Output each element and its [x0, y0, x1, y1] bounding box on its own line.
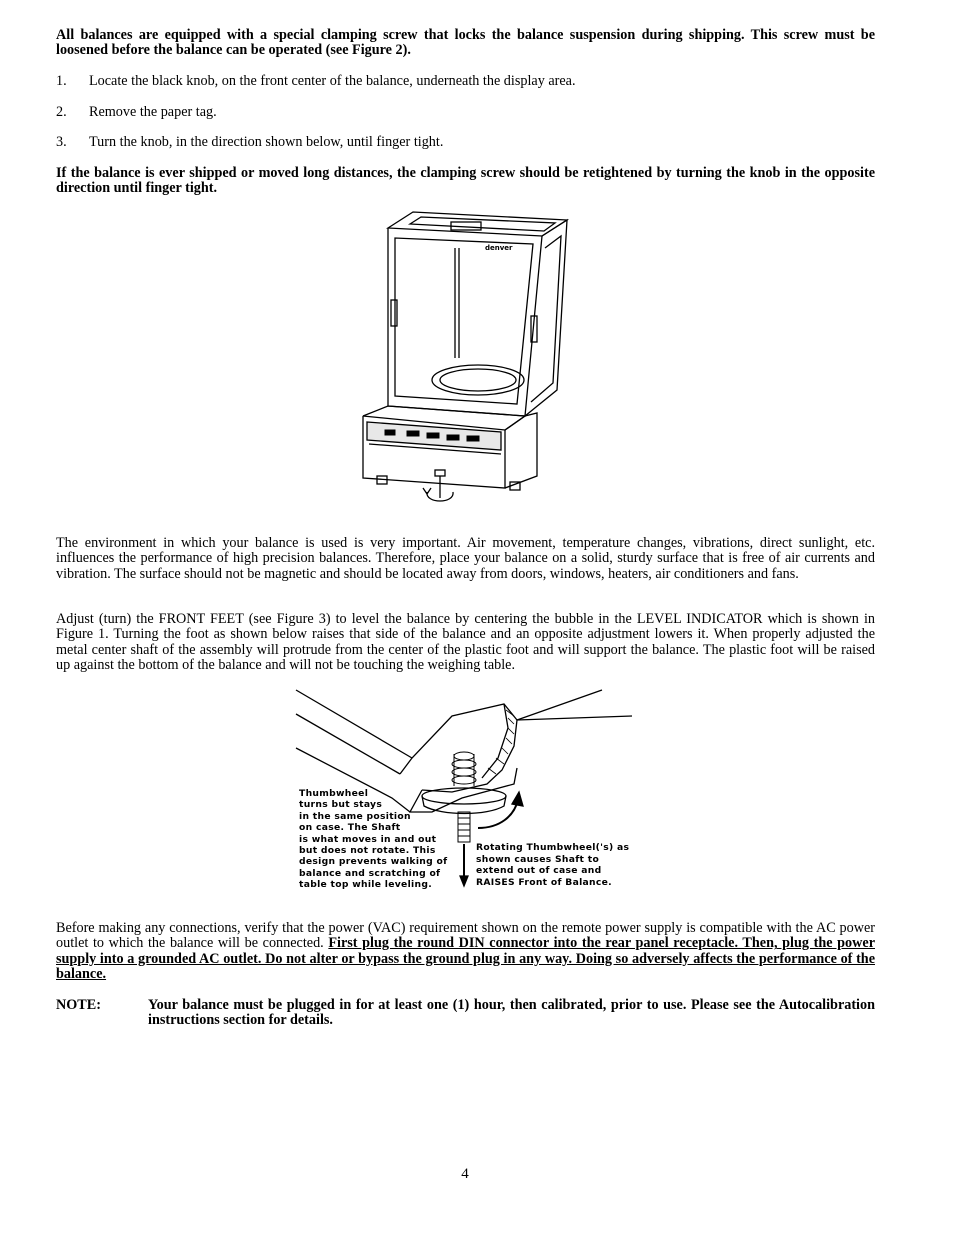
step-3-text: Turn the knob, in the direction shown below, until finger tight. — [89, 134, 444, 150]
note-label: NOTE: — [56, 997, 101, 1013]
note-text: Your balance must be plugged in for at least one (1) hour, then calibrated, prior to use. Please see the Autocalibration instructions section for details. — [148, 997, 875, 1029]
page-number: 4 — [461, 1166, 469, 1182]
left-caption-line: but does not rotate. This — [299, 845, 436, 857]
figure3-left-caption — [299, 788, 447, 891]
power-plain-text: Before making any connections, verify that the power (VAC) requirement shown on the remote power supply is compatible with the AC power outlet to which the balance will be connected. — [56, 920, 875, 952]
right-caption-line: Rotating Thumbwheel('s) as — [476, 842, 630, 853]
step-2-number: 2. — [56, 104, 67, 120]
left-caption-line: on case. The Shaft — [299, 822, 401, 834]
shipping-warning: If the balance is ever shipped or moved long distances, the clamping screw should be retightened by turning the knob in the opposite direction until finger tight. — [56, 165, 875, 197]
right-caption-line: RAISES Front of Balance. — [476, 876, 612, 888]
left-caption-line: is what moves in and out — [299, 833, 437, 845]
step-1-number: 1. — [56, 73, 67, 89]
environment-paragraph: The environment in which your balance is used is very important. Air movement, temperature changes, vibrations, direct sunlight, etc. influences the performance of high precision balances. Therefore, place your balance on a solid, sturdy surface that is free of air currents and vibration. The surface should not be magnetic and should be located away from doors, windows, heaters, air conditioners and fans. — [56, 535, 875, 582]
step-2-text: Remove the paper tag. — [89, 104, 217, 120]
balance-brand-label: denver — [485, 244, 513, 252]
left-caption-line: design prevents walking of — [299, 856, 448, 868]
left-caption-line: in the same position — [299, 810, 411, 822]
leveling-paragraph: Adjust (turn) the FRONT FEET (see Figure 3) to level the balance by centering the bubble in the LEVEL INDICATOR which is shown in Figure 1. Turning the foot as shown below raises that side of the balance and an opposite adjustment lowers it. When properly adjusted the metal center shaft of the assembly will protrude from the center of the plastic foot and will support the balance. The plastic foot will be raised up against the bottom of the balance and will not be touching the weighing table. — [56, 611, 875, 674]
left-caption-line: balance and scratching of — [299, 867, 441, 879]
shipping-intro: All balances are equipped with a special clamping screw that locks the balance suspension during shipping. This screw must be loosened before the balance can be operated (see Figure 2). — [56, 27, 875, 59]
step-1-text: Locate the black knob, on the front center of the balance, underneath the display area. — [89, 73, 576, 89]
step-3-number: 3. — [56, 134, 67, 150]
figure3-right-caption — [476, 842, 629, 888]
right-caption-line: shown causes Shaft to — [476, 853, 600, 865]
balance-illustration — [355, 208, 585, 506]
left-caption-line: table top while leveling. — [299, 879, 432, 891]
right-caption-line: extend out of case and — [476, 865, 602, 877]
power-emphasis-text: First plug the round DIN connector into the rear panel receptacle. Then, plug the power supply into a grounded AC outlet. Do not alter or bypass the ground plug in any way. Doing so adversely affects the performance of the balance. — [56, 935, 875, 983]
left-caption-line: turns but stays — [299, 799, 383, 811]
power-paragraph — [56, 921, 875, 983]
left-caption-line: Thumbwheel — [299, 788, 369, 799]
